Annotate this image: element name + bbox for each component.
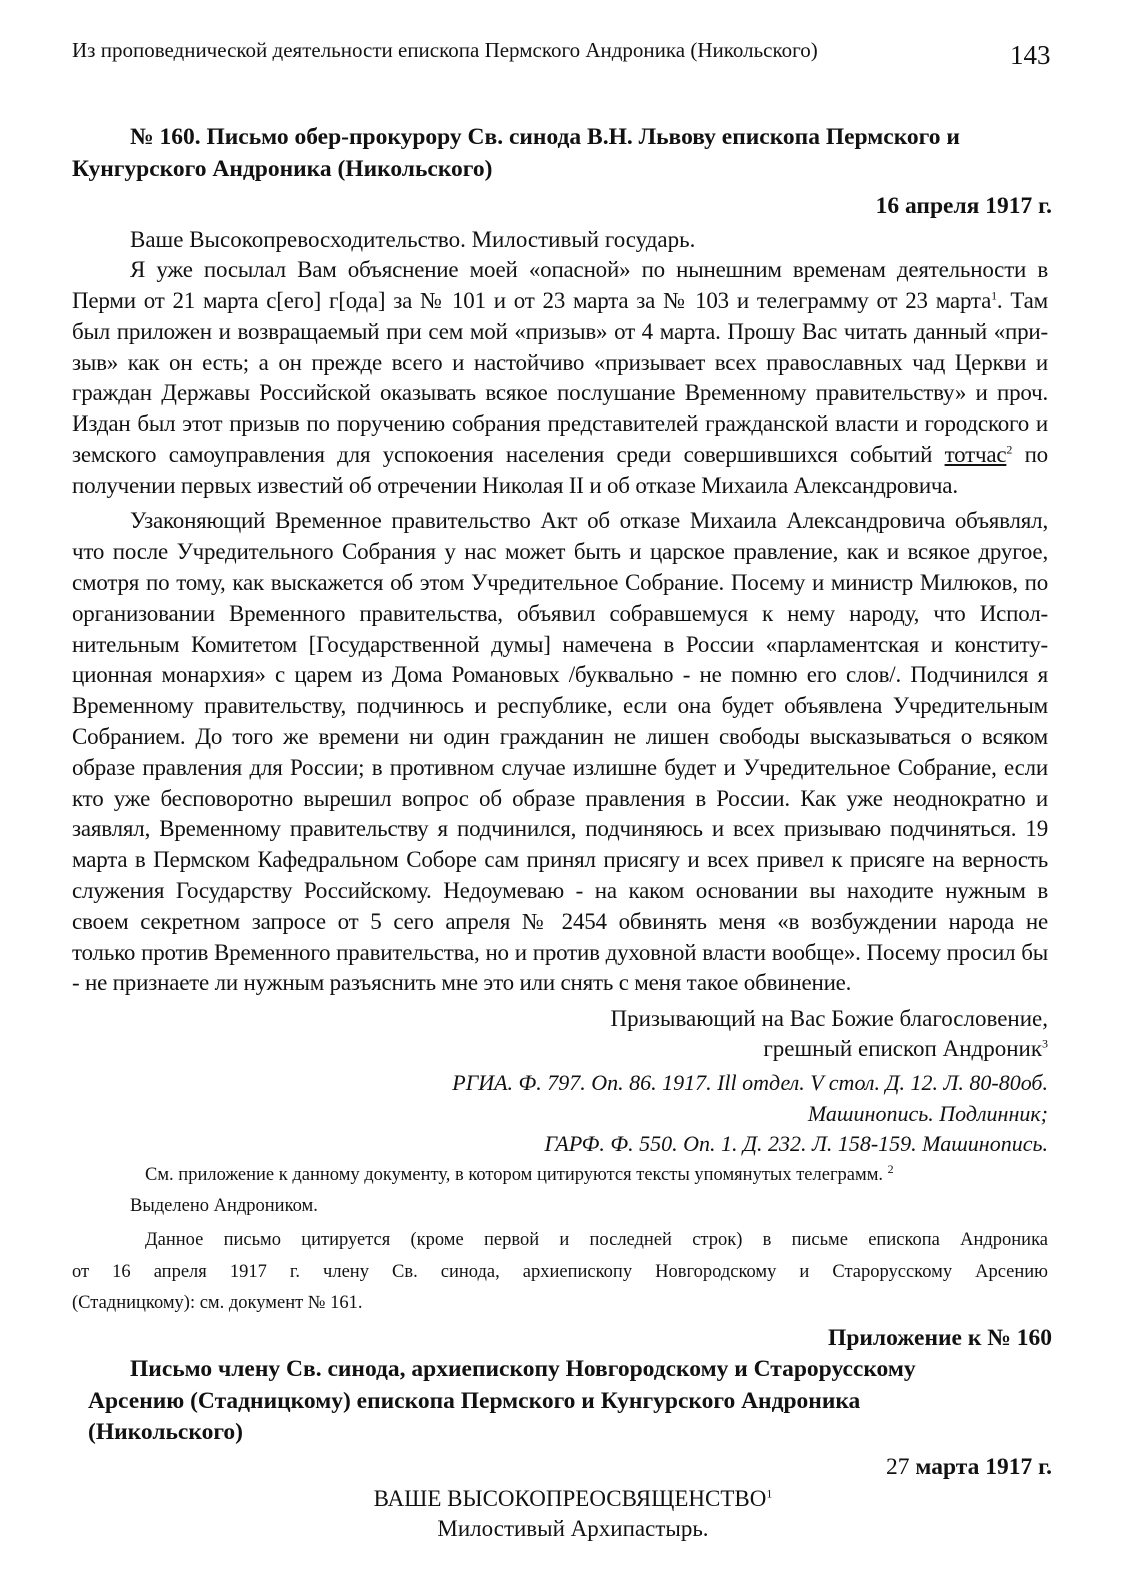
paragraph-line: Узаконяющий Временное правительство Акт об отказе Михаила Александровича объявлял,: [130, 508, 1048, 533]
footnote-3-line: Данное письмо цитируется (кроме первой и последней строк) в письме епископа Андроника: [145, 1230, 1048, 1250]
paragraph-line: что после Учредительного Собрания у нас может быть и царское правление, как и всякое другое,: [72, 539, 1048, 564]
paragraph-line: был приложен и возвращаемый при сем мой «призыв» от 4 марта. Прошу Вас читать данный «при-: [72, 319, 1048, 344]
line-text: . Там: [996, 288, 1048, 313]
archive-source: РГИА. Ф. 797. Оп. 86. 1917. Ill отдел. V стол. Д. 12. Л. 80-80об.: [452, 1070, 1048, 1095]
paragraph-line: организовании Временного правительства, объявил собравшемуся к нему народу, что Испол-: [72, 601, 1048, 626]
paragraph-line: ционная монархия» с царем из Дома Романовых /буквально - не помню его слов/. Подчинился я: [72, 662, 1048, 687]
document-date: 16 апреля 1917 г.: [875, 193, 1052, 219]
paragraph-line: [72, 288, 1048, 314]
page-number: 143: [1010, 40, 1051, 70]
footnote-mark: 3: [1042, 1036, 1048, 1051]
paragraph-line: кто уже бесповоротно вырешил вопрос об образе правления в России. Как уже неоднократно и: [72, 786, 1048, 811]
paragraph-line: Собранием. До того же времени ни один гражданин не лишен свободы высказываться о всяком: [72, 724, 1048, 749]
paragraph-line: только против Временного правительства, но и против духовной власти вообще». Посему просил бы: [72, 940, 1048, 965]
closing-blessing: Призывающий на Вас Божие благословение,: [610, 1006, 1048, 1031]
paragraph-line: [72, 442, 1048, 468]
paragraph-line: Издан был этот призыв по поручению собрания представителей гражданской власти и городского и: [72, 411, 1048, 436]
document-title: № 160. Письмо обер-прокурору Св. синода В.Н. Львову епископа Пермского и: [130, 124, 960, 150]
appendix-salutation-text: ВАШЕ ВЫСОКОПРЕОСВЯЩЕНСТВО: [373, 1486, 767, 1511]
line-text: по: [1012, 442, 1048, 467]
paragraph-line: смотря по тому, как выскажется об этом Учредительное Собрание. Посему и министр Милюков, по: [72, 570, 1048, 595]
signature: [763, 1036, 1048, 1062]
footnote-mark: 2: [1006, 442, 1013, 457]
appendix-date-rest: марта 1917 г.: [909, 1454, 1052, 1480]
appendix-salutation-2: Милостивый Архипастырь.: [437, 1516, 709, 1541]
signature-text: грешный епископ Андроник: [763, 1036, 1042, 1061]
salutation: Ваше Высокопревосходительство. Милостивый государь.: [130, 227, 696, 252]
footnote-text: См. приложение к данному документу, в котором цитируются тексты упомянутых телеграмм.: [145, 1165, 884, 1185]
document-title-line-2: Кунгурского Андроника (Никольского): [72, 156, 493, 182]
appendix-title: Письмо члену Св. синода, архиепископу Новгородскому и Старорусскому: [130, 1356, 916, 1382]
footnote-mark: 1: [766, 1486, 773, 1501]
archive-source: ГАРФ. Ф. 550. Оп. 1. Д. 232. Л. 158-159. Машинопись.: [544, 1131, 1048, 1156]
paragraph-line: служения Государству Российскому. Недоумеваю - на каком основании вы находите нужным в: [72, 878, 1048, 903]
paragraph-line: образе правления для России; в противном случае излишне будет и Учредительное Собрание, если: [72, 755, 1048, 780]
paragraph-line: зыв» как он есть; а он прежде всего и настойчиво «призывает всех православных чад Церкви и: [72, 350, 1048, 375]
footnote-2: Выделено Андроником.: [130, 1196, 318, 1216]
appendix-title-line: Арсению (Стадницкому) епископа Пермского и Кунгурского Андроника: [88, 1388, 861, 1414]
archive-source: Машинопись. Подлинник;: [807, 1101, 1048, 1126]
line-text: земского самоуправления для успокоения населения среди совершившихся событий: [72, 442, 945, 467]
appendix-label: Приложение к № 160: [828, 1325, 1052, 1351]
running-header: Из проповеднической деятельности епископа Пермского Андроника (Никольского): [72, 38, 818, 62]
paragraph-line: Временному правительству, подчинюсь и республике, если она будет объявлена Учредительным: [72, 693, 1048, 718]
appendix-date-day: 27: [886, 1454, 910, 1480]
paragraph-line: заявлял, Временному правительству я подчинился, подчиняюсь и всех призываю подчиняться. 19: [72, 816, 1048, 841]
paragraph-line: марта в Пермском Кафедральном Соборе сам принял присягу и всех привел к присяге на верность: [72, 847, 1048, 872]
appendix-salutation: [0, 1486, 1146, 1512]
footnote-mark: 1: [991, 288, 997, 303]
paragraph-line: нительным Комитетом [Государственной думы] намечена в России «парламентская и конститу-: [72, 632, 1048, 657]
paragraph-line: своем секретном запросе от 5 сего апреля № 2454 обвинять меня «в возбуждении народа не: [72, 909, 1048, 934]
line-text: Перми от 21 марта с[его] г[ода] за № 101 и от 23 марта за № 103 и телеграмму от 23 марта: [72, 288, 992, 313]
paragraph-line: - не признаете ли нужным разъяснить мне это или снять с меня такое обвинение.: [72, 970, 852, 995]
paragraph-line: Я уже посылал Вам объяснение моей «опасной» по нынешним временам деятельности в: [130, 257, 1048, 282]
footnote-1: [145, 1161, 894, 1186]
appendix-title-line: (Никольского): [88, 1419, 243, 1445]
footnote-3-line: от 16 апреля 1917 г. члену Св. синода, архиепископу Новгородскому и Старорусскому Арсению: [72, 1262, 1048, 1282]
paragraph-line: получении первых известий об отречении Николая II и об отказе Михаила Александровича.: [72, 473, 958, 498]
emphasized-word: тотчас: [944, 442, 1007, 467]
appendix-date: [886, 1454, 1052, 1481]
footnote-mark: 2: [887, 1161, 894, 1176]
paragraph-line: граждан Державы Российской оказывать всякое послушание Временному правительству» и проч.: [72, 380, 1048, 405]
footnote-3-line: (Стадницкому): см. документ № 161.: [72, 1293, 363, 1313]
